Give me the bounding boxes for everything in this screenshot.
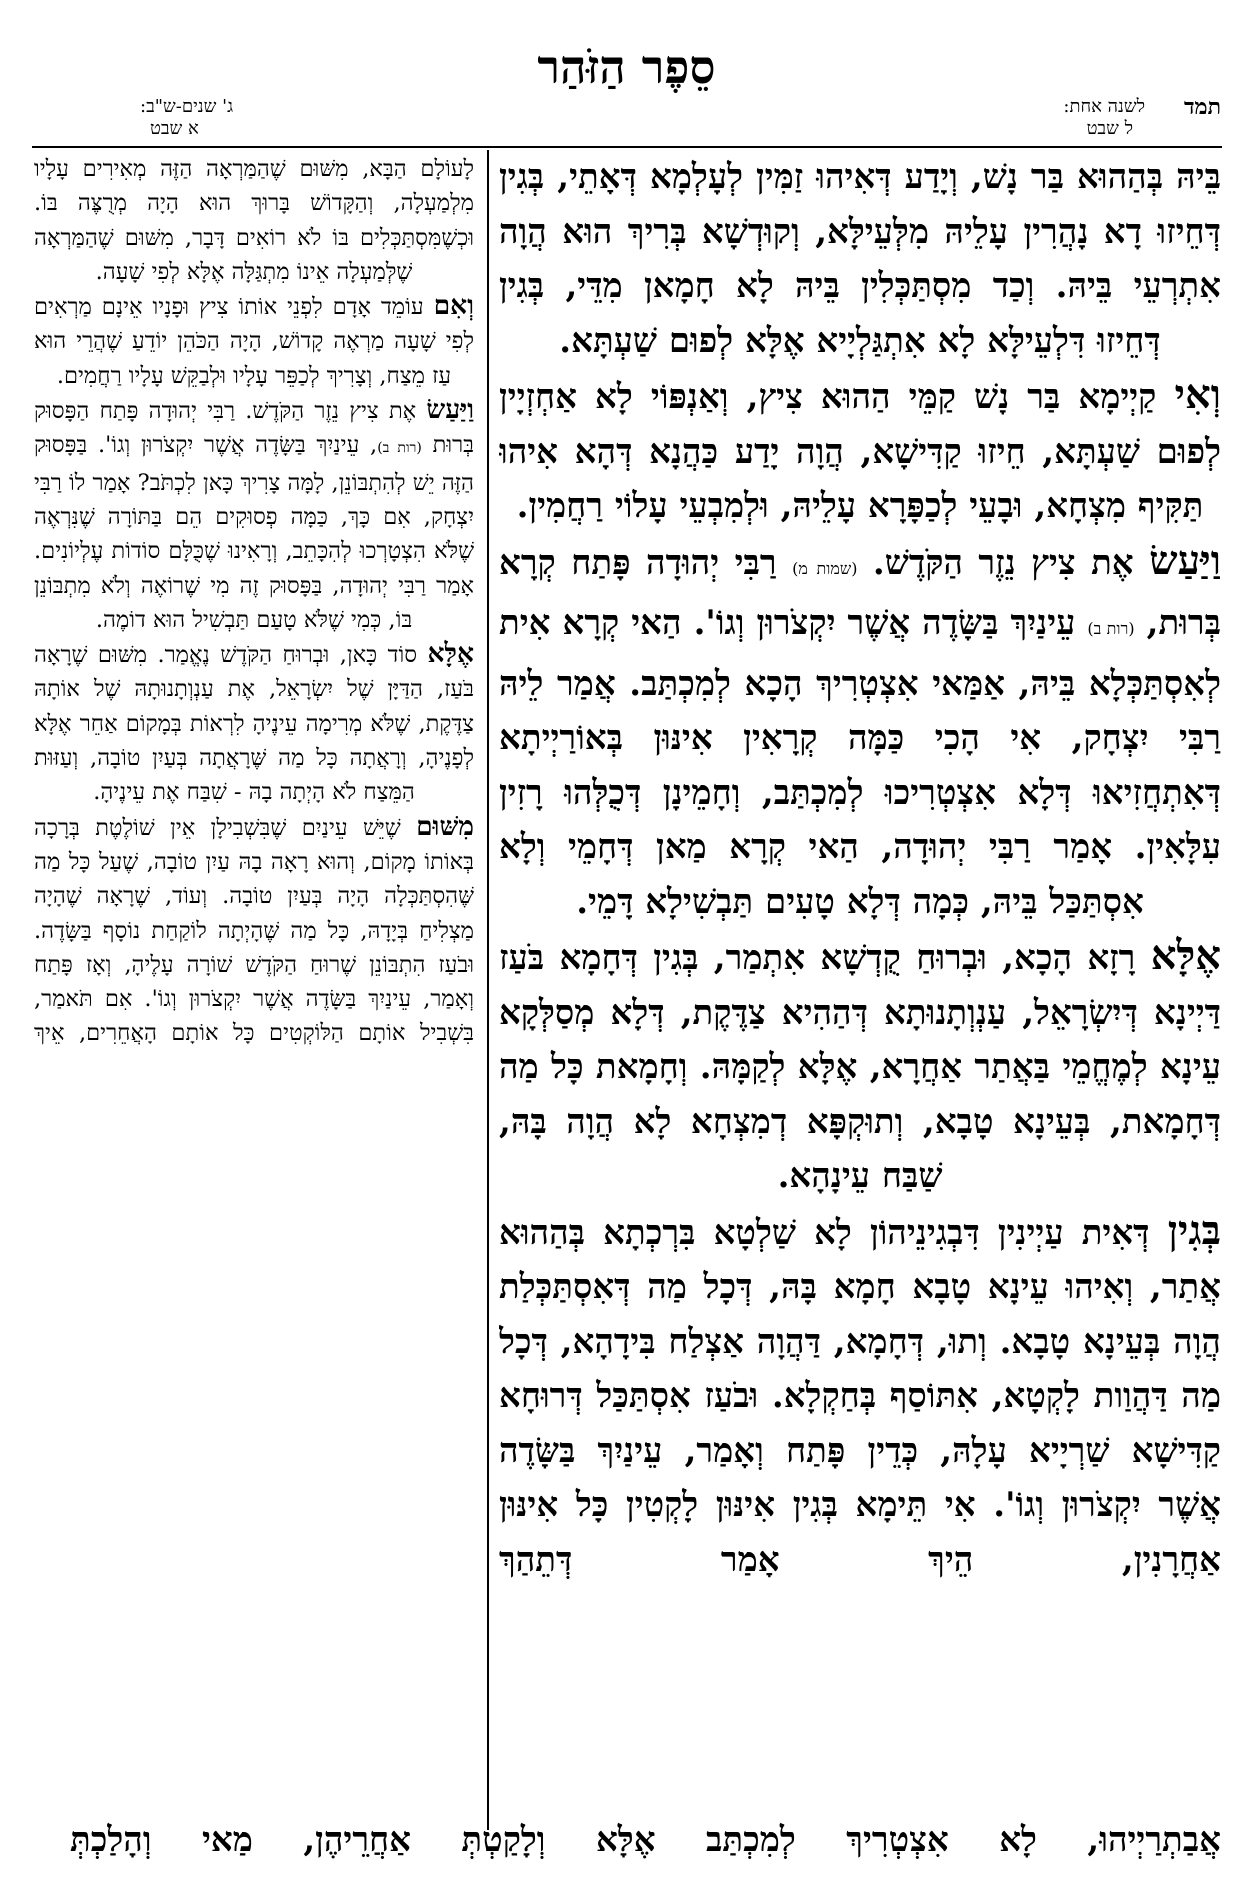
side-paragraph: לָעוֹלָם הַבָּא, מִשּׁוּם שֶׁהַמַּרְאָה הַזֶּה מְאִירִים עָלָיו מִלְמַעְלָה, וְהַקָּדוֹשׁ בָּרוּךְ הוּא הָיָה מְרֻצֶּה בּוֹ. וּכְשֶׁמִּסְתַּכְּלִים בּוֹ לֹא רוֹאִים דָּבָר, מִשּׁוּם שֶׁהַמַּרְאָה שֶׁלְּמַעְלָה אֵינוֹ מִתְגַּלָּה אֶלָּא לְפִי שָׁעָה. [34, 156, 474, 285]
page-header [0, 0, 1253, 139]
header-rule [32, 146, 1222, 148]
column-divider [487, 150, 489, 1830]
verse-reference: (רות ב) [377, 440, 422, 457]
main-paragraph: אֶלָּא רָזָא הָכָא, וּבְרוּחַ קֻדְשָׁא אִתְמַר, בְּגִין דְּחָמָא בֹּעַז דַּיְינָא דְּיִשְׂרָאֵל, עַנְוְתָנוּתָא דְּהַהִיא צַדֶּקֶת, דְּלָא מְסַלְּקָא עֵינָא לְמֶחֱמֵי בַּאֲתַר אַחֲרָא, אֶלָּא לְקַמָּהּ. וְחָמָאת כָּל מַה דְּחָמָאת, בְּעֵינָא טָבָא, וְתוּקְפָּא דְמִצְחָא לָא הֲוָה בָּהּ, שַׁבַּח עֵינָהָא. [499, 932, 1221, 1196]
side-paragraph: וַיַּעַשׂ אֶת צִיץ נֵזֶר הַקֹּדֶשׁ. רַבִּי יְהוּדָה פָּתַח הַפָּסוּק בְּרוּת (רות ב), עֵינַיִךְ בַּשָּׂדֶה אֲשֶׁר יִקְצֹרוּן וְגוֹ'. בַּפָּסוּק הַזֶּה יֵשׁ לְהִתְבּוֹנֵן, לָמָּה צָרִיךְ כָּאן לִכְתֹּב? אָמַר לוֹ רַבִּי יִצְחָק, אִם כָּךְ, כַּמָּה פְסוּקִים הֵם בַּתּוֹרָה שֶׁנִּרְאֶה שֶׁלֹּא הִצְטָרְכוּ לְהִכָּתֵב, וְרָאִינוּ שֶׁכֻּלָּם סוֹדוֹת עֶלְיוֹנִים. אָמַר רַבִּי יְהוּדָה, בַּפָּסוּק זֶה מִי שֶׁרוֹאֶה וְלֹא מִתְבּוֹנֵן בּוֹ, כְּמִי שֶׁלֹּא טָעַם תַּבְשִׁיל הוּא דוֹמֶה. [34, 394, 474, 633]
main-paragraph: וַיַּעַשׂ אֶת צִיץ נֵזֶר הַקֹּדֶשׁ. (שמות מ) רַבִּי יְהוּדָה פָּתַח קְרָא בְּרוּת, (רות ב) עֵינַיִךְ בַּשָּׂדֶה אֲשֶׁר יִקְצֹרוּן וְגוֹ'. הַאי קְרָא אִית לְאִסְתַּכְּלָא בֵּיהּ, אַמַּאי אִצְטְרִיךְ הָכָא לְמִכְתַּב. אֲמַר לֵיהּ רַבִּי יִצְחָק, אִי הָכִי כַּמָּה קְרָאִין אִינּוּן בְּאוֹרַיְיתָא דְּאִתְחֲזִיאוּ דְּלָא אִצְטְרִיכוּ לְמִכְתַּב, וְחָמֵינָן דְּכֻלְּהוּ רָזִין עִלָּאִין. אָמַר רַבִּי יְהוּדָה, הַאי קְרָא מַאן דְּחָמֵי וְלָא אִסְתַּכַּל בֵּיהּ, כְּמָה דְּלָא טָעִים תַּבְשִׁילָא דָּמֵי. [499, 536, 1221, 922]
schedule-three-year-date: א שבט [150, 118, 199, 139]
aramaic-main-column [499, 150, 1221, 1740]
schedule-one-year-date: ל שבט [1086, 118, 1133, 139]
schedule-one-year-label: לשנה אחת: [1063, 96, 1145, 117]
book-title: סֵפֶר הַזֹּהַר [537, 40, 716, 94]
schedule-three-year-label: ג' שנים-ש"ב: [140, 96, 234, 117]
hebrew-translation-column [34, 152, 474, 1857]
verse-reference: (שמות מ) [792, 558, 858, 578]
main-continuation-line: אֲבַתְרַיְיהוּ, לָא אִצְטְרִיךְ לְמִכְתַּב אֶלָּא וְלָקַטְתְּ אַחֲרֵיהֶן, מַאי וְהָלַכְתְּ [70, 1820, 1221, 1860]
side-paragraph: מִשּׁוּם שֶׁיֵּשׁ עֵינַיִם שֶׁבִּשְׁבִילָן אֵין שׁוֹלֶטֶת בְּרָכָה בְּאוֹתוֹ מָקוֹם, וְהוּא רָאָה בָהּ עַיִן טוֹבָה, שֶׁעַל כָּל מַה שֶּׁהִסְתַּכְּלָה הָיָה בְּעַיִן טוֹבָה. וְעוֹד, שֶׁרָאָה שֶׁהָיָה מַצְלִיחַ בְּיָדָהּ, כָּל מַה שֶּׁהָיְתָה לוֹקַחַת נוֹסָף בַּשָּׂדֶה. וּבֹעַז הִתְבּוֹנֵן שֶׁרוּחַ הַקֹּדֶשׁ שׁוֹרָה עָלֶיהָ, וְאָז פָּתַח וְאָמַר, עֵינַיִךְ בַּשָּׂדֶה אֲשֶׁר יִקְצֹרוּן וְגוֹ'. אִם תֹּאמַר, בִּשְׁבִיל אוֹתָם הַלּוֹקְטִים כָּל אוֹתָם הָאֲחֵרִים, אֵיךְ [34, 810, 474, 1047]
verse-reference: (רות ב) [1087, 619, 1135, 638]
main-paragraph: וְאִי קַיְימָא בַּר נָשׁ קַמֵּי הַהוּא צִיץ, וְאַנְפּוֹי לָא אַחְזְיָין לְפוּם שַׁעְתָּא, חֵיזוּ קַדִּישָׁא, הֲוָה יָדַע כַּהֲנָא דְּהָא אִיהוּ תַּקִּיף מִצְחָא, וּבָעֵי לְכַפָּרָא עָלֵיהּ, וּלְמִבְעֵי עָלוֹי רַחֲמִין. [499, 371, 1221, 526]
side-paragraph: וְאִם עוֹמֵד אָדָם לִפְנֵי אוֹתוֹ צִיץ וּפָנָיו אֵינָם מַרְאִים לְפִי שָׁעָה מַרְאֶה קָדוֹשׁ, הָיָה הַכֹּהֵן יוֹדֵעַ שֶׁהֲרֵי הוּא עַז מֵצַח, וְצָרִיךְ לְכַפֵּר עָלָיו וּלְבַקֵּשׁ עָלָיו רַחֲמִים. [34, 290, 474, 389]
page-number: תמד [1183, 94, 1221, 120]
main-paragraph: בְּגִין דְּאִית עַיְינִין דִּבְגִינֵיהוֹן לָא שַׁלְטָא בִּרְכְתָא בְּהַהוּא אֲתַר, וְאִיהוּ עֵינָא טָבָא חָמָא בָּהּ, דְּכָל מַה דְּאִסְתַּכְּלַת הֲוָה בְּעֵינָא טָבָא. וְתוּ, דְּחָמָא, דַּהֲוָה אַצְלַח בִּידָהָא, דְּכָל מַה דַּהֲוַות לָקְטָא, אִתּוֹסַף בְּחַקְלָא. וּבֹעַז אִסְתַּכַּל דְּרוּחָא קַדִּישָׁא שַׁרְיָיא עָלָהּ, כְּדֵין פָּתַח וְאָמַר, עֵינַיִךְ בַּשָּׂדֶה אֲשֶׁר יִקְצֹרוּן וְגוֹ'. אִי תֵּימָא בְּגִין אִינּוּן לָקְטִין כָּל אִינּוּן אַחֲרָנִין, הֵיךְ אָמַר דְּתֵהַךְ [499, 1206, 1221, 1580]
main-paragraph: בֵּיהּ בְּהַהוּא בַּר נָשׁ, וְיָדַע דְּאִיהוּ זַמִּין לְעָלְמָא דְּאָתֵי, בְּגִין דְּחֵיזוּ דָא נָהֲרִין עָלֵיהּ מִלְּעֵילָּא, וְקוּדְשָׁא בְּרִיךְ הוּא הֲוָה אִתְרְעֵי בֵּיהּ. וְכַד מִסְתַּכְּלִין בֵּיהּ לָא חָמָאן מִדֵּי, בְּגִין דְּחֵיזוּ דִּלְעֵילָּא לָא אִתְגַּלְיָיא אֶלָּא לְפוּם שַׁעְתָּא. [499, 157, 1221, 361]
side-paragraph: אֶלָּא סוֹד כָּאן, וּבְרוּחַ הַקֹּדֶשׁ נֶאֱמַר. מִשּׁוּם שֶׁרָאָה בֹּעַז, הַדַּיָּן שֶׁל יִשְׂרָאֵל, אֶת עַנְוְתָנוּתָהּ שֶׁל אוֹתָהּ צַדֶּקֶת, שֶׁלֹּא מְרִימָה עֵינֶיהָ לִרְאוֹת בְּמָקוֹם אַחֵר אֶלָּא לְפָנֶיהָ, וְרָאֲתָה כָּל מַה שֶּׁרָאֲתָה בְּעַיִן טוֹבָה, וְעַזּוּת הַמֵּצַח לֹא הָיְתָה בָהּ - שִׁבַּח אֶת עֵינֶיהָ. [34, 638, 474, 806]
